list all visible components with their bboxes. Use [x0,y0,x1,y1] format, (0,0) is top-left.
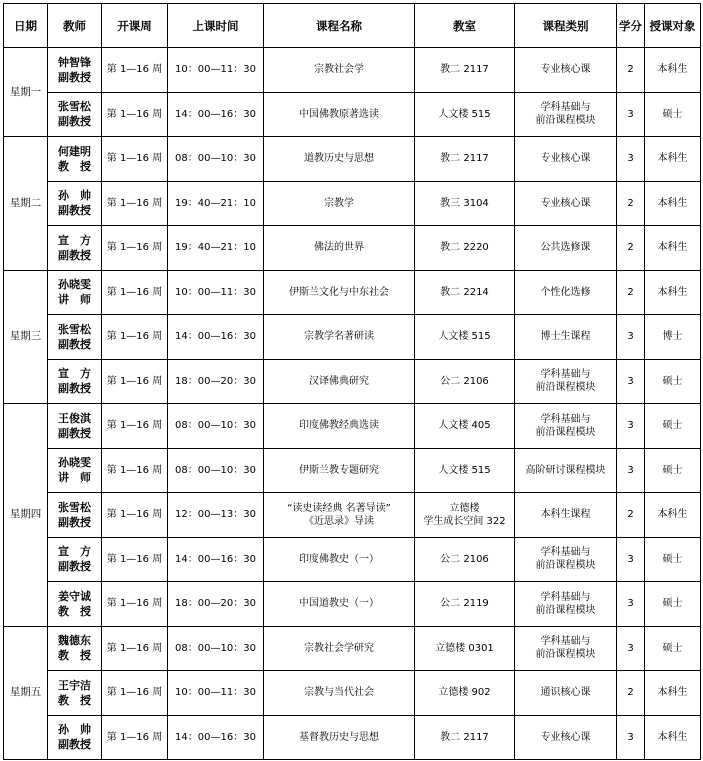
teacher-cell-line: 副教授 [58,248,91,262]
course-type-cell-line: 专业核心课 [540,731,591,743]
credit-cell: 2 [617,48,645,93]
day-cell: 星期五 [4,626,48,760]
teacher-cell [48,537,102,582]
teacher-cell-line: 张雪松 [58,322,91,336]
course-schedule-table [3,3,701,760]
teacher-cell [48,48,102,93]
teacher-cell-line: 钟智锋 [58,55,91,69]
classroom-cell-line: 教二 2117 [440,153,489,165]
classroom-cell [415,537,515,582]
classroom-cell-line: 立德楼 0301 [435,642,494,654]
weeks-cell: 第 1—16 周 [102,226,168,271]
credit-cell: 3 [617,92,645,137]
time-cell: 14：00—16：30 [168,537,264,582]
credit-cell: 3 [617,582,645,627]
teacher-cell-line: 孙 帅 [58,723,91,737]
course-type-cell-line: 前沿课程模块 [535,426,596,438]
teacher-cell-line: 王俊淇 [58,411,91,425]
course-type-cell [515,137,617,182]
credit-cell: 3 [617,404,645,449]
weeks-cell: 第 1—16 周 [102,137,168,182]
teacher-cell-line: 副教授 [58,115,91,129]
time-cell: 14：00—16：30 [168,92,264,137]
time-cell: 19：40—21：10 [168,226,264,271]
time-cell: 08：00—10：30 [168,626,264,671]
audience-cell: 硕士 [645,92,701,137]
teacher-cell [48,448,102,493]
teacher-cell-line: 副教授 [58,382,91,396]
course-name-cell-line: 宗教社会学研究 [304,642,374,654]
course-type-cell-line: 专业核心课 [540,64,591,76]
classroom-cell-line: 教三 3104 [440,197,489,209]
course-name-cell [264,715,415,760]
time-cell: 18：00—20：30 [168,582,264,627]
course-type-cell [515,226,617,271]
course-name-cell [264,493,415,538]
classroom-cell-line: 公二 2106 [440,375,489,387]
course-type-cell-line: 高阶研讨课程模块 [525,464,606,476]
course-type-cell-line: 前沿课程模块 [535,115,596,127]
teacher-cell-line: 副教授 [58,738,91,752]
course-name-cell [264,92,415,137]
audience-cell: 本科生 [645,671,701,716]
course-type-cell [515,537,617,582]
audience-cell: 硕士 [645,448,701,493]
teacher-cell-line: 副教授 [58,426,91,440]
weeks-cell: 第 1—16 周 [102,493,168,538]
weeks-cell: 第 1—16 周 [102,537,168,582]
teacher-cell-line: 姜守诚 [58,589,91,603]
table-row [4,537,701,582]
course-type-cell [515,359,617,404]
time-cell: 14：00—16：30 [168,315,264,360]
weeks-cell: 第 1—16 周 [102,582,168,627]
course-type-cell-line: 本科生课程 [540,509,591,521]
course-type-cell-line: 前沿课程模块 [535,604,596,616]
course-type-cell [515,92,617,137]
audience-cell: 本科生 [645,181,701,226]
teacher-cell [48,270,102,315]
course-name-cell [264,270,415,315]
teacher-cell [48,315,102,360]
schedule-body [4,48,701,760]
course-type-cell [515,626,617,671]
course-name-cell-line: 佛法的世界 [314,242,364,254]
teacher-cell-line: 讲 师 [58,471,91,485]
teacher-cell [48,715,102,760]
course-type-cell-line: 学科基础与 [540,102,591,114]
course-type-cell-line: 学科基础与 [540,547,591,559]
course-type-cell [515,48,617,93]
classroom-cell [415,671,515,716]
time-cell: 10：00—11：30 [168,270,264,315]
credit-cell: 3 [617,626,645,671]
course-type-cell [515,181,617,226]
credit-cell: 2 [617,270,645,315]
course-name-cell-line: 中国佛教原著选读 [299,108,379,120]
teacher-cell-line: 何建明 [58,144,91,158]
course-type-cell [515,315,617,360]
teacher-cell-line: 副教授 [58,337,91,351]
audience-cell: 本科生 [645,715,701,760]
course-name-cell [264,671,415,716]
teacher-cell-line: 副教授 [58,204,91,218]
weeks-cell: 第 1—16 周 [102,404,168,449]
teacher-cell-line: 教 授 [58,649,91,663]
course-name-cell-line: 印度佛教经典选读 [299,420,379,432]
classroom-cell [415,226,515,271]
credit-cell: 3 [617,137,645,182]
time-cell: 08：00—10：30 [168,448,264,493]
teacher-cell-line: 副教授 [58,560,91,574]
course-name-cell [264,315,415,360]
header-classroom: 教室 [415,4,515,48]
header-credit: 学分 [617,4,645,48]
credit-cell: 3 [617,448,645,493]
table-row [4,226,701,271]
course-type-cell-line: 学科基础与 [540,369,591,381]
course-name-cell [264,448,415,493]
teacher-cell-line: 王宇洁 [58,678,91,692]
weeks-cell: 第 1—16 周 [102,48,168,93]
course-name-cell-line: “读史读经典 名著导读” [287,502,391,514]
course-type-cell-line: 博士生课程 [540,331,591,343]
course-name-cell-line: 宗教与当代社会 [304,687,374,699]
table-row [4,582,701,627]
course-name-cell-line: 宗教社会学 [314,64,364,76]
classroom-cell [415,493,515,538]
table-row [4,715,701,760]
weeks-cell: 第 1—16 周 [102,626,168,671]
header-course-name: 课程名称 [264,4,415,48]
course-name-cell-line: 宗教学名著研读 [304,331,374,343]
time-cell: 19：40—21：10 [168,181,264,226]
table-row [4,181,701,226]
course-name-cell-line: 道教历史与思想 [304,153,374,165]
course-type-cell-line: 学科基础与 [540,636,591,648]
course-name-cell-line: 印度佛教史（一） [299,553,379,565]
audience-cell: 本科生 [645,48,701,93]
time-cell: 10：00—11：30 [168,48,264,93]
teacher-cell-line: 宣 方 [58,233,91,247]
credit-cell: 3 [617,315,645,360]
course-type-cell-line: 学科基础与 [540,591,591,603]
course-name-cell [264,537,415,582]
teacher-cell [48,582,102,627]
weeks-cell: 第 1—16 周 [102,715,168,760]
teacher-cell [48,181,102,226]
header-row [4,4,701,48]
audience-cell: 硕士 [645,404,701,449]
course-type-cell-line: 公共选修课 [540,242,591,254]
table-row [4,359,701,404]
teacher-cell [48,92,102,137]
table-row [4,92,701,137]
teacher-cell-line: 张雪松 [58,500,91,514]
classroom-cell-line: 人文楼 405 [438,420,491,432]
table-row [4,626,701,671]
audience-cell: 硕士 [645,359,701,404]
classroom-cell [415,448,515,493]
course-type-cell-line: 前沿课程模块 [535,560,596,572]
classroom-cell-line: 公二 2119 [440,598,489,610]
audience-cell: 本科生 [645,270,701,315]
classroom-cell [415,315,515,360]
course-type-cell-line: 前沿课程模块 [535,382,596,394]
credit-cell: 3 [617,715,645,760]
course-name-cell-line: 宗教学 [324,197,354,209]
audience-cell: 硕士 [645,537,701,582]
audience-cell: 博士 [645,315,701,360]
teacher-cell-line: 教 授 [58,604,91,618]
classroom-cell [415,92,515,137]
table-row [4,493,701,538]
audience-cell: 硕士 [645,582,701,627]
teacher-cell [48,226,102,271]
table-row [4,137,701,182]
credit-cell: 3 [617,359,645,404]
course-name-cell [264,181,415,226]
classroom-cell-line: 教二 2117 [440,731,489,743]
time-cell: 08：00—10：30 [168,404,264,449]
classroom-cell-line: 教二 2220 [440,242,489,254]
classroom-cell [415,137,515,182]
weeks-cell: 第 1—16 周 [102,359,168,404]
day-cell: 星期一 [4,48,48,137]
teacher-cell [48,493,102,538]
classroom-cell [415,582,515,627]
time-cell: 08：00—10：30 [168,137,264,182]
teacher-cell-line: 副教授 [58,515,91,529]
teacher-cell [48,404,102,449]
day-cell: 星期二 [4,137,48,271]
teacher-cell [48,137,102,182]
credit-cell: 2 [617,181,645,226]
course-name-cell-line: 中国道教史（一） [299,598,379,610]
classroom-cell [415,626,515,671]
header-weeks: 开课周 [102,4,168,48]
weeks-cell: 第 1—16 周 [102,92,168,137]
teacher-cell-line: 副教授 [58,70,91,84]
teacher-cell-line: 魏德东 [58,634,91,648]
credit-cell: 2 [617,226,645,271]
teacher-cell-line: 孙晓雯 [58,456,91,470]
table-row [4,48,701,93]
classroom-cell [415,181,515,226]
table-row [4,315,701,360]
course-type-cell [515,448,617,493]
weeks-cell: 第 1—16 周 [102,315,168,360]
classroom-cell-line: 人文楼 515 [438,331,491,343]
course-type-cell [515,671,617,716]
teacher-cell-line: 宣 方 [58,367,91,381]
weeks-cell: 第 1—16 周 [102,448,168,493]
audience-cell: 本科生 [645,493,701,538]
teacher-cell-line: 孙 帅 [58,189,91,203]
classroom-cell-line: 学生成长空间 322 [423,515,506,527]
course-name-cell [264,404,415,449]
classroom-cell [415,48,515,93]
credit-cell: 2 [617,671,645,716]
header-course-type: 课程类别 [515,4,617,48]
weeks-cell: 第 1—16 周 [102,181,168,226]
classroom-cell [415,404,515,449]
classroom-cell-line: 教二 2214 [440,286,489,298]
classroom-cell-line: 教二 2117 [440,64,489,76]
classroom-cell-line: 立德楼 902 [438,687,491,699]
teacher-cell [48,626,102,671]
header-time: 上课时间 [168,4,264,48]
weeks-cell: 第 1—16 周 [102,270,168,315]
course-name-cell-line: 伊斯兰文化与中东社会 [289,286,389,298]
course-name-cell [264,359,415,404]
day-cell: 星期三 [4,270,48,404]
course-type-cell [515,270,617,315]
header-date: 日期 [4,4,48,48]
audience-cell: 本科生 [645,137,701,182]
header-audience: 授课对象 [645,4,701,48]
teacher-cell-line: 宣 方 [58,545,91,559]
classroom-cell [415,715,515,760]
course-name-cell [264,582,415,627]
teacher-cell-line: 教 授 [58,159,91,173]
teacher-cell-line: 孙晓雯 [58,278,91,292]
course-name-cell-line: 基督教历史与思想 [299,731,379,743]
course-type-cell-line: 个性化选修 [540,286,591,298]
classroom-cell-line: 公二 2106 [440,553,489,565]
teacher-cell-line: 张雪松 [58,100,91,114]
time-cell: 18：00—20：30 [168,359,264,404]
teacher-cell-line: 讲 师 [58,293,91,307]
course-type-cell-line: 通识核心课 [540,687,591,699]
course-type-cell-line: 学科基础与 [540,413,591,425]
weeks-cell: 第 1—16 周 [102,671,168,716]
credit-cell: 3 [617,537,645,582]
time-cell: 10：00—11：30 [168,671,264,716]
course-name-cell [264,137,415,182]
course-type-cell [515,493,617,538]
teacher-cell [48,359,102,404]
course-name-cell [264,48,415,93]
audience-cell: 本科生 [645,226,701,271]
time-cell: 14：00—16：30 [168,715,264,760]
course-type-cell [515,582,617,627]
course-type-cell [515,715,617,760]
course-name-cell [264,226,415,271]
teacher-cell [48,671,102,716]
credit-cell: 2 [617,493,645,538]
day-cell: 星期四 [4,404,48,627]
course-name-cell-line: 《近思录》导读 [304,515,374,527]
table-row [4,270,701,315]
table-row [4,671,701,716]
table-row [4,404,701,449]
classroom-cell-line: 人文楼 515 [438,108,491,120]
classroom-cell-line: 人文楼 515 [438,464,491,476]
course-name-cell-line: 伊斯兰教专题研究 [299,464,379,476]
time-cell: 12：00—13：30 [168,493,264,538]
course-name-cell [264,626,415,671]
course-name-cell-line: 汉译佛典研究 [309,375,369,387]
audience-cell: 硕士 [645,626,701,671]
course-type-cell-line: 前沿课程模块 [535,649,596,661]
teacher-cell-line: 教 授 [58,693,91,707]
course-type-cell-line: 专业核心课 [540,153,591,165]
header-teacher: 教师 [48,4,102,48]
classroom-cell-line: 立德楼 [449,502,480,514]
classroom-cell [415,270,515,315]
course-type-cell-line: 专业核心课 [540,197,591,209]
table-row [4,448,701,493]
classroom-cell [415,359,515,404]
course-type-cell [515,404,617,449]
